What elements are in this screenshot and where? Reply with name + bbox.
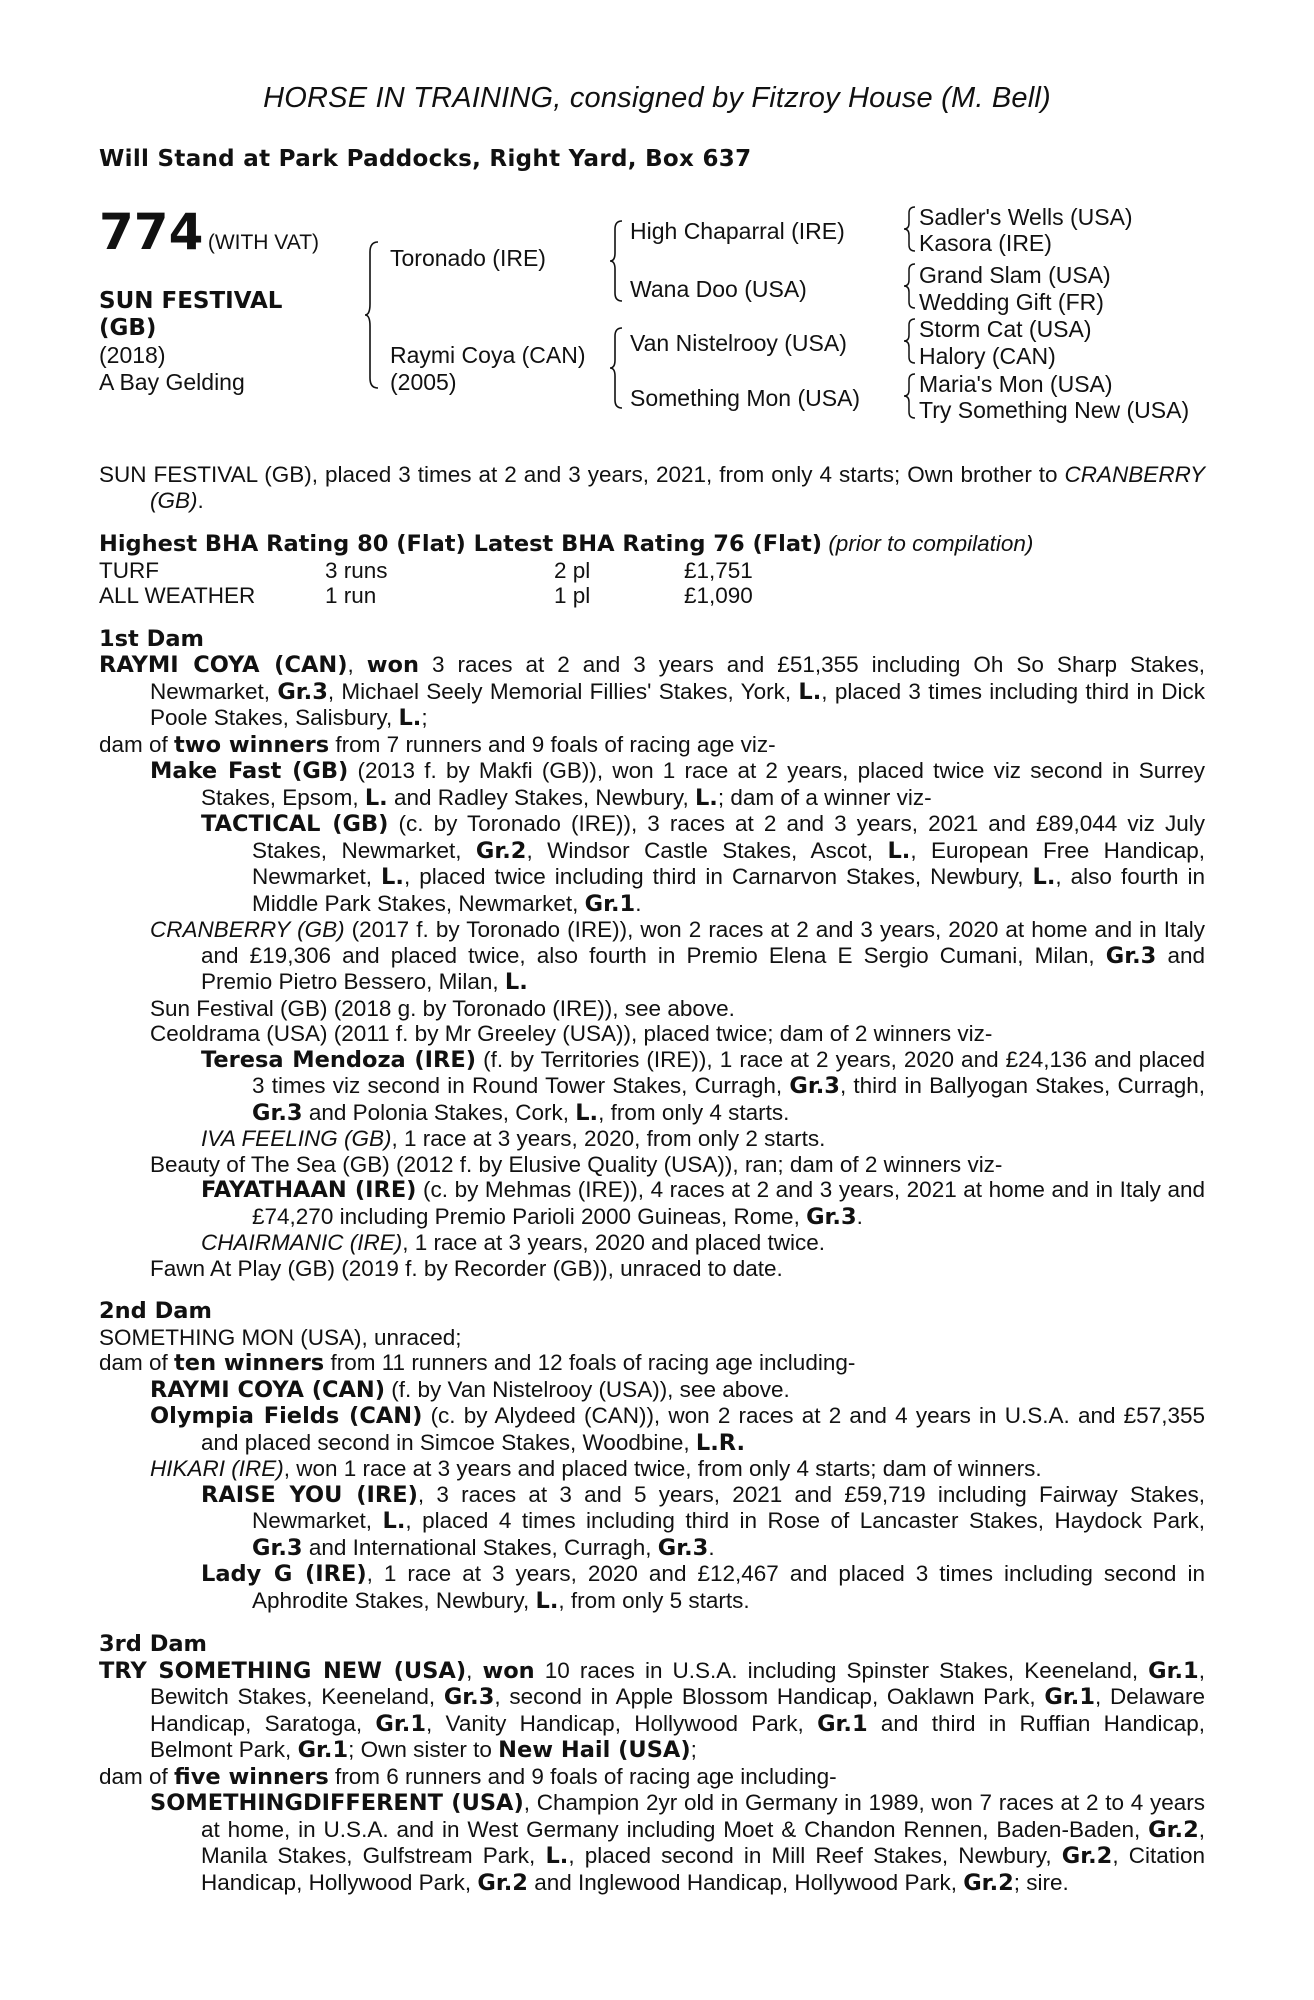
text-run: (c. by Mehmas (IRE)), 4 races at 2 and 3 years, 2021 at home and in Italy and £74,270 including Premio Parioli 2000 Guineas, Rome, — [252, 1177, 1206, 1229]
pedigree-sire-dam: Wana Doo (USA) — [630, 276, 807, 302]
text-run: won — [482, 1657, 535, 1684]
text-run: Gr.2 — [963, 1869, 1014, 1896]
lot-number-line — [99, 203, 319, 261]
text-run: New Hail (USA) — [498, 1737, 691, 1763]
text-run: L. — [504, 969, 528, 995]
text-run: Olympia Fields (CAN) — [150, 1403, 423, 1429]
section-heading: 3rd Dam — [99, 1631, 207, 1657]
text-run: and Polonia Stakes, Cork, — [302, 1099, 576, 1125]
record-row — [99, 558, 1205, 584]
text-run: Gr.2 — [1148, 1816, 1199, 1843]
text-run: Teresa Mendoza (IRE) — [201, 1046, 477, 1073]
horse-name: SUN FESTIVAL — [99, 288, 283, 314]
summary-text: SUN FESTIVAL (GB), placed 3 times at 2 and 3 years, 2021, from only 4 starts; Own brother to — [99, 462, 1065, 487]
pedigree-brace-g1 — [903, 205, 917, 253]
pedigree-brace-g2 — [903, 262, 917, 310]
text-run: from 6 runners and 9 foals of racing age including- — [328, 1763, 837, 1789]
produce-entry — [99, 811, 1205, 917]
pedigree-g3: Grand Slam (USA) — [919, 262, 1111, 288]
text-run: RAYMI COYA (CAN) — [150, 1376, 386, 1403]
record-prize: £1,751 — [684, 557, 753, 583]
dam-entry — [99, 1658, 1205, 1764]
produce-entry — [99, 1152, 1205, 1178]
text-run: L. — [1032, 864, 1056, 890]
text-run: Gr.3 — [806, 1203, 857, 1230]
text-run: , from only 5 starts. — [558, 1587, 750, 1613]
text-run: L.R. — [695, 1429, 746, 1456]
summary-sibling: CRANBERRY (GB) — [150, 462, 1205, 513]
text-run: (c. by Toronado (IRE)), 3 races at 2 and 3 years, 2021 and £89,044 viz July Stakes, Newmarket, — [252, 811, 1205, 863]
text-run: Gr.2 — [477, 1869, 528, 1896]
produce-entry — [99, 1021, 1205, 1047]
record-surface: TURF — [99, 557, 159, 583]
produce-entry — [99, 1377, 1205, 1404]
pedigree-brace-sire — [609, 219, 623, 303]
record-runs: 1 run — [325, 583, 377, 608]
ratings-heading — [99, 531, 1205, 558]
text-run: Beauty of The Sea (GB) (2012 f. by Elusive Quality (USA)), ran; dam of 2 winners viz- — [150, 1151, 1003, 1177]
text-run: , also fourth in Middle Park Stakes, Newmarket, — [252, 864, 1206, 916]
text-run: Fawn At Play (GB) (2019 f. by Recorder (GB)), unraced to date. — [150, 1255, 783, 1281]
text-run: L. — [364, 784, 388, 811]
text-run: won — [366, 652, 420, 678]
text-run: ; Own sister to — [348, 1737, 499, 1762]
text-run: IVA FEELING (GB) — [201, 1126, 392, 1151]
produce-entry — [99, 1482, 1205, 1562]
text-run: L. — [398, 705, 422, 731]
text-run: L. — [575, 1099, 599, 1126]
text-run: L. — [382, 1508, 406, 1534]
text-run: , second in Apple Blossom Handicap, Oaklawn Park, — [494, 1684, 1045, 1709]
consignor-header: HORSE IN TRAINING, consigned by Fitzroy House (M. Bell) — [263, 82, 1051, 114]
produce-entry — [99, 1047, 1205, 1127]
catalogue-body — [99, 462, 1205, 1896]
text-run: (f. by Van Nistelrooy (USA)), see above. — [385, 1376, 790, 1402]
produce-entry — [99, 917, 1205, 996]
pedigree-dam-sire: Van Nistelrooy (USA) — [630, 330, 847, 356]
text-run: (c. by Alydeed (CAN)), won 2 races at 2 and 4 years in U.S.A. and £57,355 and placed second in Simcoe Stakes, Woodbine, — [201, 1403, 1206, 1455]
text-run: Lady G (IRE) — [201, 1561, 367, 1587]
lot-number: 774 — [99, 203, 204, 261]
pedigree-brace-dam — [609, 326, 623, 410]
text-run: Gr.2 — [1061, 1843, 1113, 1869]
text-run: . — [635, 890, 642, 916]
pedigree-g1: Sadler's Wells (USA) — [919, 204, 1133, 230]
text-run: L. — [694, 784, 718, 811]
text-run: , Delaware Handicap, Saratoga, — [150, 1684, 1205, 1736]
text-run: , placed 3 times including third in Dick Poole Stakes, Salisbury, — [150, 678, 1206, 730]
text-run: CHAIRMANIC (IRE) — [201, 1230, 403, 1255]
text-run: TRY SOMETHING NEW (USA) — [99, 1657, 467, 1684]
record-row — [99, 583, 1205, 609]
text-run: and International Stakes, Curragh, — [302, 1534, 658, 1560]
text-run: , Michael Seely Memorial Fillies' Stakes, York, — [327, 678, 799, 704]
pedigree-dam: Raymi Coya (CAN) — [390, 342, 586, 368]
text-run: , Windsor Castle Stakes, Ascot, — [526, 837, 888, 863]
text-run: Gr.1 — [584, 890, 636, 917]
produce-entry — [99, 1177, 1205, 1230]
record-placed: 1 pl — [554, 583, 591, 608]
text-run: Make Fast (GB) — [150, 758, 349, 784]
text-run: and third in Ruffian Handicap, Belmont Park, — [150, 1710, 1205, 1762]
text-run: (f. by Territories (IRE)), 1 race at 2 years, 2020 and £24,136 and placed 3 times viz second in Round Tower Stakes, Curragh, — [252, 1046, 1205, 1098]
text-run: , — [347, 652, 367, 677]
text-run: HIKARI (IRE) — [150, 1456, 284, 1481]
text-run: Gr.3 — [443, 1684, 495, 1710]
summary-end: . — [197, 487, 204, 513]
text-run: , 1 race at 3 years, 2020, from only 2 starts. — [391, 1126, 826, 1151]
text-run: dam of — [99, 731, 175, 757]
text-run: . — [708, 1534, 715, 1560]
text-run: , placed 4 times including third in Rose of Lancaster Stakes, Haydock Park, — [405, 1508, 1206, 1533]
text-run: , third in Ballyogan Stakes, Curragh, — [839, 1073, 1206, 1098]
foaling-year: (2018) — [99, 342, 166, 368]
text-run: Sun Festival (GB) (2018 g. by Toronado (IRE)), see above. — [150, 995, 735, 1021]
text-run: , European Free Handicap, Newmarket, — [252, 837, 1205, 889]
text-run: ten winners — [174, 1350, 325, 1376]
text-run: Gr.3 — [1105, 942, 1157, 969]
pedigree-g7: Maria's Mon (USA) — [919, 371, 1113, 397]
produce-entry — [99, 1126, 1205, 1152]
text-run: Gr.2 — [475, 837, 527, 864]
record-surface: ALL WEATHER — [99, 583, 256, 608]
text-run: , from only 4 starts. — [598, 1099, 790, 1125]
dam-entry — [99, 1325, 1205, 1351]
pedigree-g8: Try Something New (USA) — [919, 397, 1190, 423]
text-run: (2013 f. by Makfi (GB)), won 1 race at 2 years, placed twice viz second in Surrey Stakes, Epsom, — [201, 758, 1205, 810]
text-run: Gr.3 — [657, 1534, 709, 1561]
text-run: Ceoldrama (USA) (2011 f. by Mr Greeley (USA)), placed twice; dam of 2 winners viz- — [150, 1021, 993, 1046]
text-run: two winners — [174, 731, 330, 758]
pedigree-sire: Toronado (IRE) — [390, 245, 546, 271]
text-run: Gr.1 — [375, 1710, 426, 1737]
produce-entry — [99, 758, 1205, 811]
text-run: , Citation Handicap, Hollywood Park, — [201, 1843, 1205, 1895]
produce-entry — [99, 1790, 1205, 1896]
text-run: ; — [421, 705, 428, 730]
text-run: Gr.3 — [277, 678, 328, 705]
text-run: TACTICAL (GB) — [201, 811, 389, 837]
produce-entry — [99, 996, 1205, 1022]
dam-produce-summary — [99, 732, 1205, 759]
text-run: ; dam of a winner viz- — [717, 784, 932, 810]
text-run: , Bewitch Stakes, Keeneland, — [150, 1657, 1205, 1709]
text-run: , Vanity Handicap, Hollywood Park, — [425, 1710, 818, 1736]
produce-entry — [99, 1256, 1205, 1282]
text-run: SOMETHING MON (USA), unraced; — [99, 1324, 462, 1350]
text-run: , 1 race at 3 years, 2020 and placed twice. — [402, 1230, 826, 1255]
text-run: from 7 runners and 9 foals of racing age viz- — [329, 731, 776, 757]
text-run: Gr.3 — [789, 1073, 840, 1099]
text-run: Gr.3 — [252, 1099, 303, 1126]
text-run: ; — [690, 1737, 697, 1762]
ratings-title: Highest BHA Rating 80 (Flat) Latest BHA Rating 76 (Flat) — [99, 531, 823, 557]
record-placed: 2 pl — [554, 557, 591, 583]
text-run: L. — [545, 1843, 569, 1869]
produce-entry — [99, 1230, 1205, 1256]
horse-description: A Bay Gelding — [99, 369, 245, 395]
text-run: 10 races in U.S.A. including Spinster Stakes, Keeneland, — [534, 1657, 1149, 1683]
pedigree-dam-year: (2005) — [390, 369, 457, 395]
pedigree-brace-g4 — [903, 372, 917, 420]
text-run: , — [466, 1657, 483, 1683]
text-run: L. — [535, 1587, 559, 1614]
text-run: Gr.1 — [1148, 1657, 1199, 1684]
text-run: RAYMI COYA (CAN) — [99, 652, 348, 678]
record-runs: 3 runs — [325, 557, 388, 583]
pedigree-brace-g3 — [903, 317, 917, 365]
stand-location: Will Stand at Park Paddocks, Right Yard, Box 637 — [99, 146, 752, 172]
produce-entry — [99, 1456, 1205, 1482]
pedigree-sire-sire: High Chaparral (IRE) — [630, 218, 845, 244]
pedigree-g6: Halory (CAN) — [919, 343, 1056, 369]
vat-note: (WITH VAT) — [207, 231, 320, 254]
text-run: and Radley Stakes, Newbury, — [387, 784, 695, 810]
horse-summary — [99, 462, 1205, 513]
text-run: , won 1 race at 3 years and placed twice, from only 4 starts; dam of winners. — [283, 1456, 1042, 1481]
ratings-note: (prior to compilation) — [828, 531, 1034, 556]
pedigree-g4: Wedding Gift (FR) — [919, 289, 1104, 315]
text-run: and Inglewood Handicap, Hollywood Park, — [527, 1869, 964, 1895]
text-run: FAYATHAAN (IRE) — [201, 1177, 417, 1203]
pedigree-g5: Storm Cat (USA) — [919, 316, 1092, 342]
record-prize: £1,090 — [684, 583, 753, 608]
section-heading: 1st Dam — [99, 625, 204, 652]
text-run: L. — [798, 678, 822, 705]
text-run: ; sire. — [1013, 1869, 1069, 1895]
text-run: (2017 f. by Toronado (IRE)), won 2 races at 2 and 3 years, 2020 at home and in Italy and £19,306 and placed twice, also fourth in Premio Elena E Sergio Cumani, Milan, — [201, 917, 1205, 968]
text-run: dam of — [99, 1763, 175, 1789]
text-run: 3 races at 2 and 3 years and £51,355 including Oh So Sharp Stakes, Newmarket, — [150, 652, 1205, 704]
text-run: SOMETHINGDIFFERENT (USA) — [150, 1790, 524, 1816]
text-run: Gr.1 — [817, 1710, 868, 1737]
text-run: , 1 race at 3 years, 2020 and £12,467 and placed 3 times including second in Aphrodite Stakes, Newbury, — [252, 1561, 1205, 1613]
text-run: L. — [381, 864, 404, 890]
horse-country: (GB) — [99, 315, 157, 341]
text-run: and Premio Pietro Bessero, Milan, — [201, 942, 1205, 994]
pedigree-g2: Kasora (IRE) — [919, 230, 1052, 256]
produce-entry — [99, 1561, 1205, 1614]
dam-entry — [99, 652, 1205, 732]
produce-entry — [99, 1403, 1205, 1456]
pedigree-dam-dam: Something Mon (USA) — [630, 385, 861, 411]
text-run: , Champion 2yr old in Germany in 1989, won 7 races at 2 to 4 years at home, in U.S.A. and in West Germany including Moet & Chandon Rennen, Baden-Baden, — [201, 1790, 1205, 1842]
text-run: , placed twice including third in Carnarvon Stakes, Newbury, — [403, 864, 1033, 889]
dam-produce-summary — [99, 1764, 1205, 1791]
text-run: , Manila Stakes, Gulfstream Park, — [201, 1816, 1205, 1868]
text-run: Gr.1 — [1044, 1684, 1095, 1710]
text-run: Gr.3 — [252, 1534, 303, 1561]
section-heading: 2nd Dam — [99, 1298, 212, 1324]
text-run: L. — [887, 837, 911, 864]
dam-produce-summary — [99, 1350, 1205, 1377]
text-run: . — [856, 1203, 863, 1229]
text-run: from 11 runners and 12 foals of racing age including- — [324, 1350, 856, 1375]
text-run: RAISE YOU (IRE) — [201, 1481, 418, 1508]
text-run: CRANBERRY (GB) — [150, 917, 345, 942]
pedigree-brace-main — [364, 240, 380, 390]
text-run: Gr.1 — [297, 1737, 349, 1763]
text-run: dam of — [99, 1350, 175, 1375]
text-run: , placed second in Mill Reef Stakes, Newbury, — [568, 1843, 1062, 1868]
text-run: five winners — [174, 1763, 329, 1790]
text-run: , 3 races at 3 and 5 years, 2021 and £59,719 including Fairway Stakes, Newmarket, — [252, 1481, 1205, 1533]
